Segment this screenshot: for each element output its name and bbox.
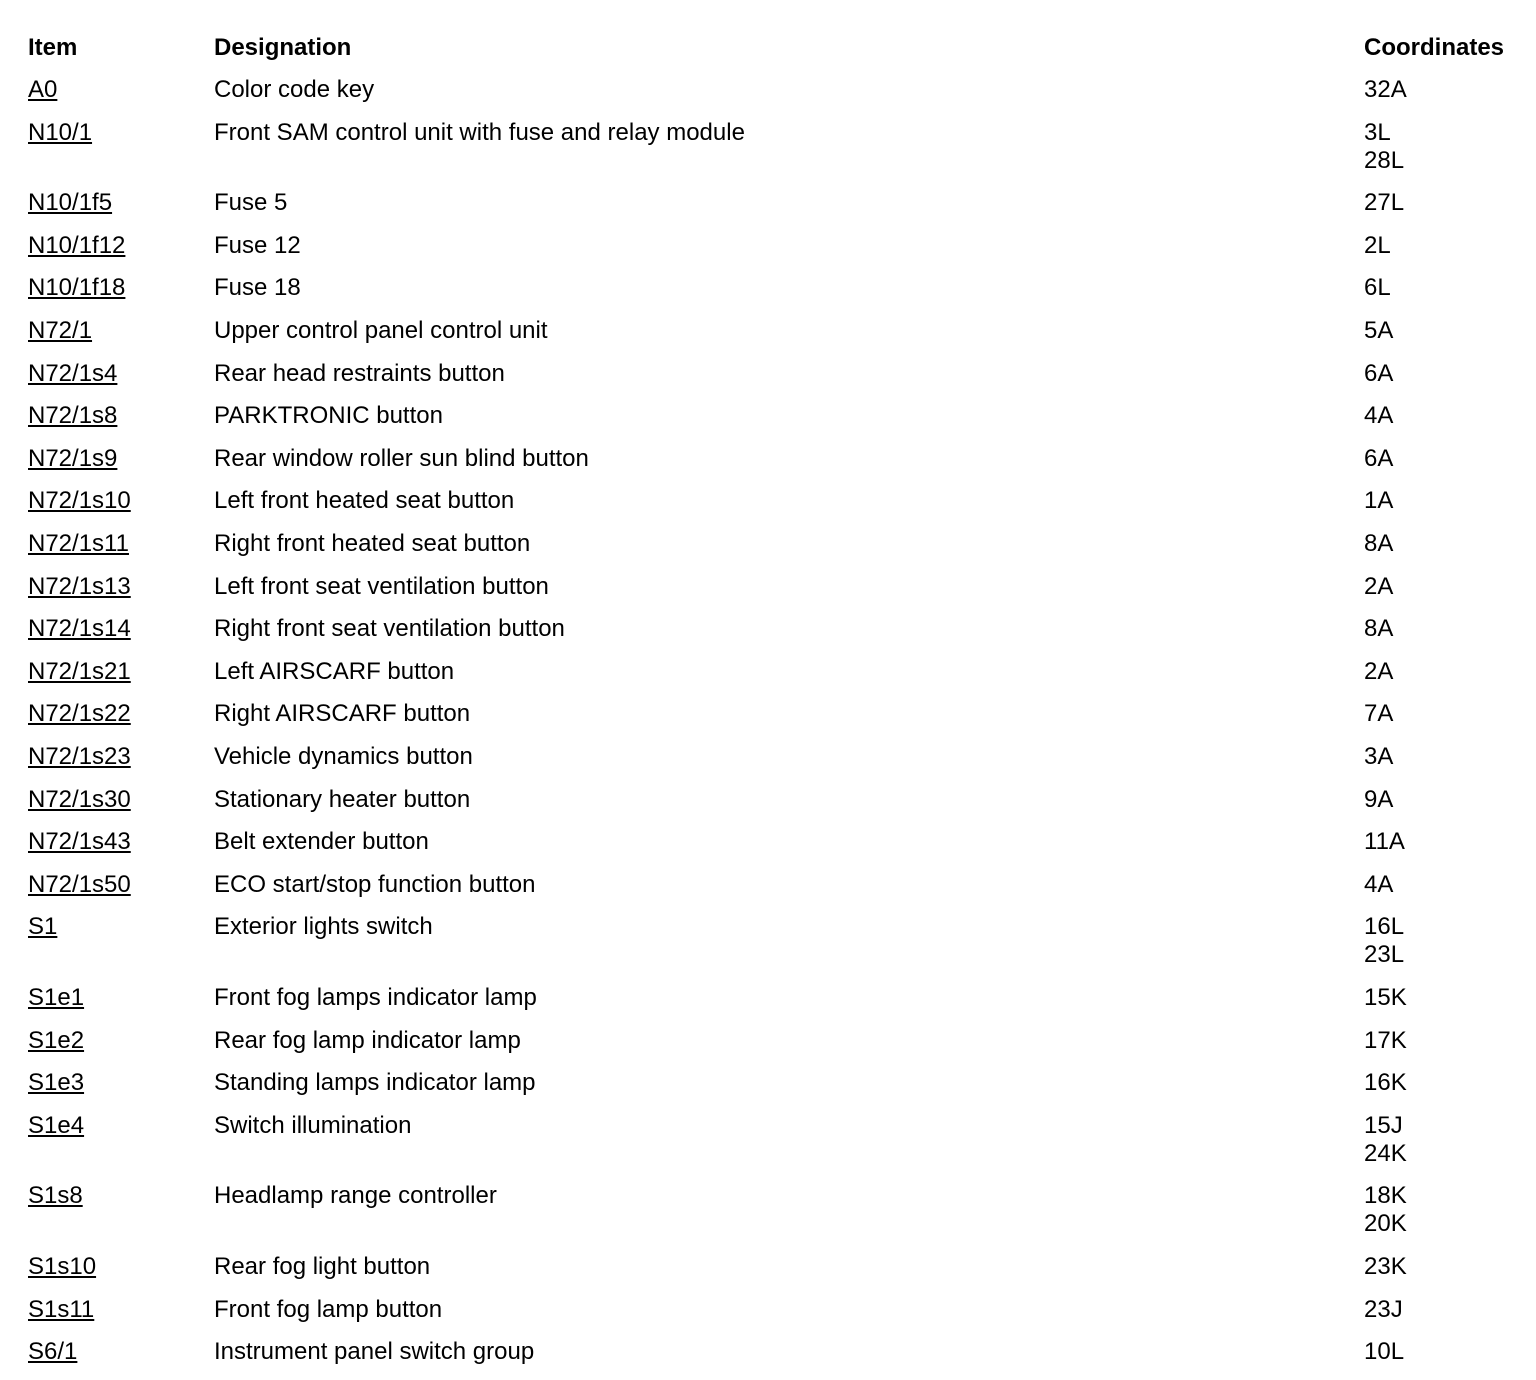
coordinate-value: 16L [1364,913,1405,940]
coordinate-value: 18K [1364,1182,1407,1209]
item-link[interactable]: N72/1s10 [28,487,131,514]
designation-text: Rear fog light button [214,1253,431,1280]
coordinates-cell [1364,1296,1403,1324]
coordinate-value: 9A [1364,786,1394,813]
item-link[interactable]: N72/1s43 [28,828,131,855]
designation-text: Front fog lamps indicator lamp [214,984,537,1011]
coordinates-cell [1364,573,1393,601]
coordinates-cell [1364,1027,1407,1055]
coordinate-value: 2A [1364,573,1394,600]
item-link[interactable]: S1 [28,913,58,940]
coordinate-value: 15J [1364,1112,1403,1139]
designation-text: Color code key [214,76,375,103]
coordinate-value: 3L [1364,119,1391,146]
column-header-coordinates: Coordinates [1364,34,1505,61]
item-link[interactable]: N10/1f5 [28,189,113,216]
designation-text: ECO start/stop function button [214,871,536,898]
coordinates-cell [1364,232,1391,260]
designation-text: Upper control panel control unit [214,317,548,344]
item-link[interactable]: N72/1s8 [28,402,118,429]
item-link[interactable]: N72/1s22 [28,700,131,727]
coordinate-value: 23K [1364,1253,1407,1280]
coordinates-cell [1364,984,1407,1012]
coordinate-value: 2L [1364,232,1391,259]
item-link[interactable]: N72/1s11 [28,530,129,557]
item-link[interactable]: S1s11 [28,1296,95,1323]
designation-text: Fuse 5 [214,189,288,216]
designation-text: Right front heated seat button [214,530,531,557]
coordinates-cell [1364,871,1393,899]
designation-text: Standing lamps indicator lamp [214,1069,536,1096]
item-link[interactable]: A0 [28,76,58,103]
coordinate-value: 32A [1364,76,1407,103]
item-link[interactable]: N10/1f12 [28,232,126,259]
coordinate-value: 8A [1364,615,1394,642]
item-link[interactable]: S1s8 [28,1182,83,1209]
designation-text: Rear fog lamp indicator lamp [214,1027,521,1054]
coordinate-value: 6L [1364,274,1391,301]
designation-text: Exterior lights switch [214,913,433,940]
designation-text: Rear window roller sun blind button [214,445,589,472]
coordinates-cell [1364,786,1393,814]
coordinate-value: 4A [1364,871,1394,898]
coordinate-value: 23L [1364,941,1405,968]
coordinate-value: 28L [1364,147,1405,174]
item-link[interactable]: S1e3 [28,1069,85,1096]
coordinates-cell [1364,487,1393,515]
coordinate-value: 6A [1364,445,1394,472]
coordinates-cell [1364,658,1393,686]
item-link[interactable]: S6/1 [28,1338,78,1365]
item-link[interactable]: N72/1s30 [28,786,131,813]
designation-text: Left AIRSCARF button [214,658,455,685]
coordinates-cell [1364,1253,1407,1281]
coordinate-value: 16K [1364,1069,1407,1096]
coordinates-cell [1364,615,1393,643]
item-link[interactable]: N10/1 [28,119,93,146]
coordinate-value: 7A [1364,700,1394,727]
designation-text: Rear head restraints button [214,360,505,387]
coordinates-cell [1364,445,1393,473]
coordinates-cell [1364,1338,1404,1366]
coordinates-cell [1364,700,1393,728]
coordinates-cell [1364,743,1393,771]
designation-text: Front SAM control unit with fuse and relay module [214,119,745,146]
coordinate-value: 17K [1364,1027,1407,1054]
item-link[interactable]: N10/1f18 [28,274,126,301]
coordinate-value: 6A [1364,360,1394,387]
coordinates-cell [1364,119,1404,175]
coordinates-cell [1364,317,1393,345]
coordinates-cell [1364,913,1404,969]
coordinates-cell [1364,1182,1407,1238]
designation-text: Instrument panel switch group [214,1338,535,1365]
item-link[interactable]: N72/1s13 [28,573,131,600]
coordinates-cell [1364,828,1405,856]
coordinates-cell [1364,1112,1407,1168]
designation-text: Headlamp range controller [214,1182,497,1209]
designation-text: Front fog lamp button [214,1296,443,1323]
coordinates-cell [1364,1069,1407,1097]
item-link[interactable]: N72/1s14 [28,615,131,642]
item-link[interactable]: N72/1s23 [28,743,131,770]
column-header-item: Item [28,34,78,61]
coordinate-value: 5A [1364,317,1394,344]
item-link[interactable]: N72/1s21 [28,658,131,685]
coordinates-cell [1364,76,1407,104]
designation-text: Belt extender button [214,828,429,855]
designation-text: Left front heated seat button [214,487,515,514]
item-link[interactable]: S1e2 [28,1027,85,1054]
coordinate-value: 11A [1364,828,1405,855]
designation-text: Switch illumination [214,1112,412,1139]
item-link[interactable]: S1e4 [28,1112,85,1139]
coordinate-value: 27L [1364,189,1405,216]
designation-text: Right front seat ventilation button [214,615,565,642]
coordinates-cell [1364,189,1404,217]
coordinates-cell [1364,274,1391,302]
coordinates-cell [1364,360,1393,388]
designation-text: Fuse 12 [214,232,301,259]
coordinate-value: 23J [1364,1296,1403,1323]
item-link[interactable]: S1e1 [28,984,85,1011]
column-header-designation: Designation [214,34,352,61]
coordinate-value: 15K [1364,984,1407,1011]
designation-text: Left front seat ventilation button [214,573,549,600]
coordinate-value: 24K [1364,1140,1407,1167]
item-link[interactable]: N72/1 [28,317,93,344]
designation-text: Right AIRSCARF button [214,700,471,727]
item-link[interactable]: N72/1s4 [28,360,118,387]
item-link[interactable]: S1s10 [28,1253,97,1280]
coordinate-value: 2A [1364,658,1394,685]
item-link[interactable]: N72/1s9 [28,445,118,472]
coordinates-cell [1364,402,1393,430]
coordinate-value: 8A [1364,530,1394,557]
coordinates-cell [1364,530,1393,558]
coordinate-value: 10L [1364,1338,1405,1365]
item-link[interactable]: N72/1s50 [28,871,131,898]
designation-text: Vehicle dynamics button [214,743,473,770]
designation-text: Stationary heater button [214,786,471,813]
coordinate-value: 20K [1364,1210,1407,1237]
designation-text: Fuse 18 [214,274,301,301]
coordinate-value: 1A [1364,487,1394,514]
coordinate-value: 3A [1364,743,1394,770]
designation-text: PARKTRONIC button [214,402,443,429]
coordinate-value: 4A [1364,402,1394,429]
